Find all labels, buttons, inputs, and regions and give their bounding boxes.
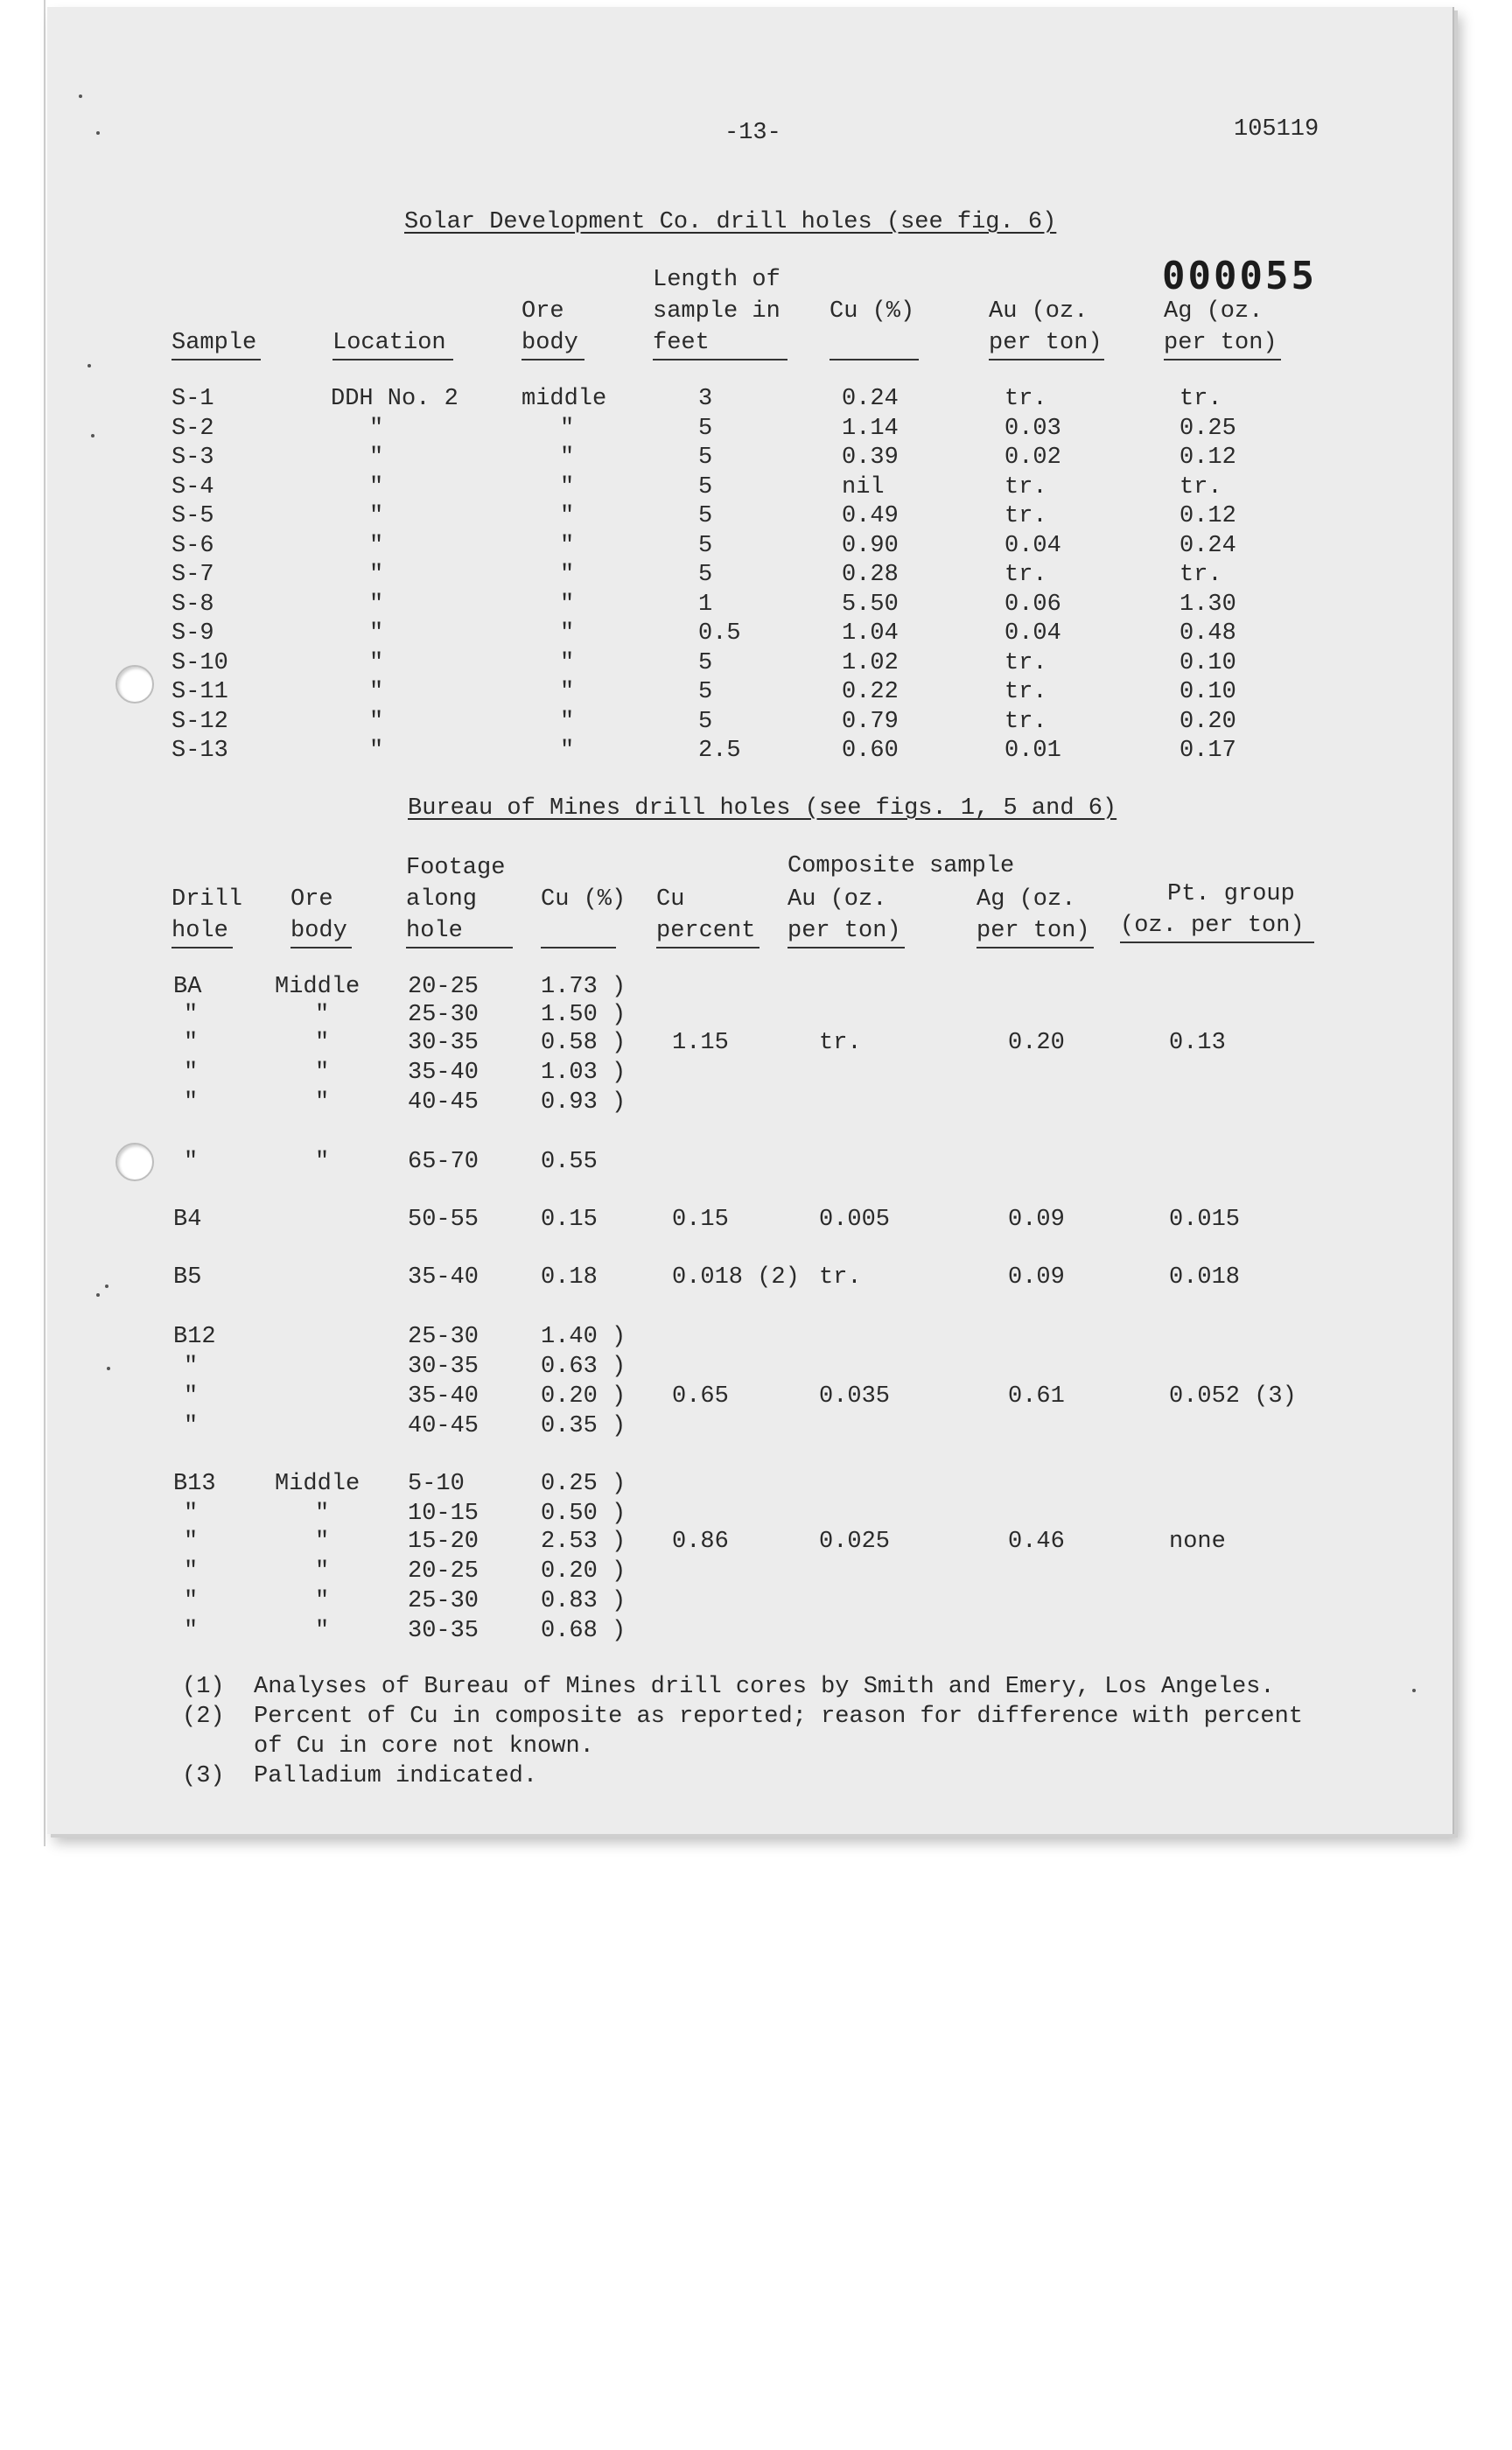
document-number: 105119: [1234, 116, 1320, 143]
cell-cu: 1.14: [842, 415, 899, 442]
bureau-rule-footage: [406, 947, 513, 948]
cell-length: 1: [698, 591, 713, 618]
cell-location: ": [369, 562, 384, 588]
bureau-header-cu-percent-1: Cu: [656, 886, 685, 913]
cell-ore-body: ": [315, 1618, 330, 1644]
cell-location: ": [369, 473, 384, 500]
cell-cu: 1.50 ): [541, 1002, 626, 1028]
scan-speck: [88, 364, 91, 368]
cell-ore-body: ": [315, 1030, 330, 1056]
bureau-rule-drill: [172, 947, 233, 948]
cell-ag: 0.48: [1180, 620, 1236, 647]
cell-ore-body: ": [560, 708, 575, 735]
footnote-text: of Cu in core not known.: [254, 1733, 594, 1760]
footnote-mark: (2): [182, 1704, 225, 1730]
scan-speck: [79, 94, 82, 98]
cell-length: 3: [698, 386, 713, 412]
cell-location: ": [369, 649, 384, 676]
punch-hole-bottom: [116, 1143, 154, 1181]
cell-cu: 0.58 ): [541, 1030, 626, 1056]
scan-speck: [107, 1367, 110, 1370]
solar-header-cu: Cu (%): [830, 298, 915, 325]
footnote-mark: (3): [182, 1763, 225, 1789]
cell-au: 0.02: [1004, 444, 1061, 471]
footnote-text: Palladium indicated.: [254, 1763, 538, 1789]
cell-drill-hole: BA: [173, 974, 202, 1000]
cell-cu: 0.49: [842, 503, 899, 529]
bureau-rule-cu: [541, 947, 616, 948]
cell-drill-hole: ": [184, 1618, 199, 1644]
cell-composite-pt: 0.015: [1169, 1207, 1241, 1233]
cell-length: 5: [698, 473, 713, 500]
cell-ore-body: ": [315, 1149, 330, 1175]
cell-length: 5: [698, 415, 713, 442]
cell-cu: 0.15: [541, 1207, 598, 1233]
cell-drill-hole: B4: [173, 1207, 202, 1233]
solar-header-ag-2: per ton): [1164, 330, 1278, 356]
cell-cu: 0.68 ): [541, 1618, 626, 1644]
cell-drill-hole: B12: [173, 1324, 216, 1350]
cell-cu: 2.53 ): [541, 1529, 626, 1555]
cell-ag: 0.17: [1180, 738, 1236, 764]
solar-header-au-2: per ton): [989, 330, 1102, 356]
solar-header-au-1: Au (oz.: [989, 298, 1088, 325]
cell-footage: 25-30: [408, 1588, 480, 1614]
cell-composite-au: tr.: [819, 1264, 862, 1291]
bates-stamp: 000055: [1162, 254, 1317, 298]
cell-footage: 35-40: [408, 1060, 480, 1086]
cell-composite-au: 0.005: [819, 1207, 891, 1233]
cell-ore-body: middle: [522, 386, 607, 412]
cell-ore-body: ": [560, 415, 575, 442]
cell-drill-hole: ": [184, 1383, 199, 1410]
solar-header-ore-2: body: [522, 330, 578, 356]
bureau-rule-ag: [976, 947, 1094, 948]
cell-ore-body: ": [560, 649, 575, 676]
solar-header-length-1: Length of: [653, 267, 780, 293]
scan-speck: [96, 131, 100, 135]
bureau-header-pt-2: (oz. per ton): [1120, 913, 1305, 939]
cell-cu: 0.60: [842, 738, 899, 764]
cell-location: ": [369, 738, 384, 764]
scan-edge-line: [44, 0, 46, 1846]
cell-ore-body: ": [315, 1501, 330, 1527]
cell-ag: 1.30: [1180, 591, 1236, 618]
solar-header-ag-1: Ag (oz.: [1164, 298, 1264, 325]
cell-footage: 30-35: [408, 1618, 480, 1644]
cell-footage: 10-15: [408, 1501, 480, 1527]
cell-drill-hole: ": [184, 1588, 199, 1614]
cell-footage: 15-20: [408, 1529, 480, 1555]
solar-rule-cu: [830, 359, 919, 360]
cell-sample: S-12: [172, 708, 228, 735]
cell-cu: 1.40 ): [541, 1324, 626, 1350]
cell-location: ": [369, 444, 384, 471]
cell-au: 0.03: [1004, 415, 1061, 442]
cell-sample: S-5: [172, 503, 214, 529]
cell-location: ": [369, 503, 384, 529]
cell-drill-hole: ": [184, 1413, 199, 1439]
cell-drill-hole: ": [184, 1149, 199, 1175]
cell-ore-body: ": [560, 473, 575, 500]
cell-cu: 0.63 ): [541, 1354, 626, 1380]
solar-rule-length: [653, 359, 788, 360]
cell-composite-ag: 0.09: [1008, 1207, 1065, 1233]
cell-drill-hole: ": [184, 1030, 199, 1056]
cell-cu: 0.18: [541, 1264, 598, 1291]
cell-cu: 0.25 ): [541, 1471, 626, 1497]
cell-location: ": [369, 620, 384, 647]
solar-header-length-3: feet: [653, 330, 710, 356]
cell-location: ": [369, 708, 384, 735]
cell-footage: 35-40: [408, 1383, 480, 1410]
cell-cu: 0.20 ): [541, 1383, 626, 1410]
cell-ore-body: ": [315, 1089, 330, 1116]
cell-au: 0.04: [1004, 532, 1061, 559]
cell-cu: 1.02: [842, 649, 899, 676]
bureau-header-ag-1: Ag (oz.: [976, 886, 1076, 913]
cell-drill-hole: ": [184, 1501, 199, 1527]
solar-rule-location: [332, 359, 453, 360]
cell-sample: S-4: [172, 473, 214, 500]
cell-footage: 25-30: [408, 1002, 480, 1028]
cell-length: 5: [698, 532, 713, 559]
cell-drill-hole: B5: [173, 1264, 202, 1291]
cell-sample: S-8: [172, 591, 214, 618]
cell-ore-body: ": [560, 562, 575, 588]
cell-drill-hole: ": [184, 1002, 199, 1028]
bureau-header-footage-1: Footage: [406, 855, 506, 881]
bureau-header-cu: Cu (%): [541, 886, 626, 913]
cell-ore-body: Middle: [275, 974, 360, 1000]
cell-ag: tr.: [1180, 562, 1222, 588]
cell-au: tr.: [1004, 649, 1047, 676]
cell-ag: 0.12: [1180, 503, 1236, 529]
cell-location: DDH No. 2: [331, 386, 458, 412]
solar-section-title: Solar Development Co. drill holes (see fig. 6): [404, 209, 1057, 235]
bureau-header-footage-3: hole: [406, 918, 463, 944]
cell-footage: 30-35: [408, 1354, 480, 1380]
cell-composite-ag: 0.09: [1008, 1264, 1065, 1291]
cell-length: 5: [698, 649, 713, 676]
cell-au: 0.06: [1004, 591, 1061, 618]
cell-length: 2.5: [698, 738, 741, 764]
cell-location: ": [369, 415, 384, 442]
cell-cu: 0.20 ): [541, 1558, 626, 1585]
cell-cu: 1.73 ): [541, 974, 626, 1000]
cell-composite-cu: 0.018 (2): [672, 1264, 800, 1291]
solar-header-ore-1: Ore: [522, 298, 564, 325]
cell-footage: 65-70: [408, 1149, 480, 1175]
solar-header-length-2: sample in: [653, 298, 780, 325]
cell-sample: S-13: [172, 738, 228, 764]
cell-length: 5: [698, 708, 713, 735]
bureau-header-footage-2: along: [406, 886, 478, 913]
bureau-rule-ore: [290, 947, 352, 948]
page-number: -13-: [724, 120, 781, 146]
cell-footage: 40-45: [408, 1413, 480, 1439]
cell-cu: 1.03 ): [541, 1060, 626, 1086]
bureau-header-ore-1: Ore: [290, 886, 333, 913]
cell-cu: 0.35 ): [541, 1413, 626, 1439]
cell-length: 5: [698, 679, 713, 705]
cell-au: tr.: [1004, 708, 1047, 735]
bureau-header-ore-2: body: [290, 918, 347, 944]
cell-sample: S-10: [172, 649, 228, 676]
cell-location: ": [369, 591, 384, 618]
cell-sample: S-9: [172, 620, 214, 647]
cell-cu: 0.55: [541, 1149, 598, 1175]
cell-cu: 0.79: [842, 708, 899, 735]
cell-ore-body: ": [315, 1529, 330, 1555]
cell-cu: 0.39: [842, 444, 899, 471]
cell-au: tr.: [1004, 386, 1047, 412]
cell-drill-hole: ": [184, 1354, 199, 1380]
punch-hole-top: [116, 665, 154, 704]
cell-footage: 20-25: [408, 1558, 480, 1585]
cell-ore-body: ": [315, 1060, 330, 1086]
cell-cu: 0.83 ): [541, 1588, 626, 1614]
cell-composite-ag: 0.61: [1008, 1383, 1065, 1410]
cell-footage: 20-25: [408, 974, 480, 1000]
cell-cu: 0.28: [842, 562, 899, 588]
cell-au: 0.04: [1004, 620, 1061, 647]
cell-footage: 5-10: [408, 1471, 465, 1497]
cell-composite-au: 0.025: [819, 1529, 891, 1555]
cell-au: tr.: [1004, 473, 1047, 500]
cell-ore-body: ": [560, 532, 575, 559]
cell-sample: S-7: [172, 562, 214, 588]
cell-composite-pt: 0.13: [1169, 1030, 1226, 1056]
cell-ag: tr.: [1180, 473, 1222, 500]
cell-cu: nil: [842, 473, 885, 500]
cell-drill-hole: ": [184, 1529, 199, 1555]
cell-sample: S-6: [172, 532, 214, 559]
cell-ore-body: Middle: [275, 1471, 360, 1497]
bureau-section-title: Bureau of Mines drill holes (see figs. 1, 5 and 6): [408, 795, 1117, 822]
bureau-header-pt-1: Pt. group: [1167, 881, 1295, 907]
cell-cu: 0.22: [842, 679, 899, 705]
cell-footage: 25-30: [408, 1324, 480, 1350]
cell-composite-cu: 0.65: [672, 1383, 729, 1410]
cell-au: tr.: [1004, 503, 1047, 529]
cell-composite-au: tr.: [819, 1030, 862, 1056]
cell-ag: 0.24: [1180, 532, 1236, 559]
cell-location: ": [369, 679, 384, 705]
cell-au: tr.: [1004, 562, 1047, 588]
cell-cu: 0.50 ): [541, 1501, 626, 1527]
cell-composite-cu: 0.86: [672, 1529, 729, 1555]
scan-speck: [91, 434, 94, 438]
scan-speck: [96, 1293, 100, 1297]
cell-au: 0.01: [1004, 738, 1061, 764]
cell-sample: S-2: [172, 415, 214, 442]
cell-footage: 35-40: [408, 1264, 480, 1291]
bureau-header-drill-2: hole: [172, 918, 228, 944]
cell-ag: 0.10: [1180, 649, 1236, 676]
cell-sample: S-3: [172, 444, 214, 471]
cell-composite-pt: 0.018: [1169, 1264, 1241, 1291]
cell-ore-body: ": [315, 1002, 330, 1028]
cell-length: 5: [698, 503, 713, 529]
cell-drill-hole: ": [184, 1558, 199, 1585]
cell-ag: 0.20: [1180, 708, 1236, 735]
cell-composite-au: 0.035: [819, 1383, 891, 1410]
cell-length: 5: [698, 444, 713, 471]
bureau-rule-cu-percent: [656, 947, 760, 948]
cell-ore-body: ": [560, 679, 575, 705]
solar-rule-sample: [172, 359, 261, 360]
cell-ore-body: ": [560, 503, 575, 529]
cell-ag: 0.10: [1180, 679, 1236, 705]
footnote-text: Percent of Cu in composite as reported; reason for difference with percent: [254, 1704, 1303, 1730]
cell-footage: 30-35: [408, 1030, 480, 1056]
solar-rule-ag: [1164, 359, 1281, 360]
cell-composite-cu: 0.15: [672, 1207, 729, 1233]
cell-au: tr.: [1004, 679, 1047, 705]
cell-cu: 0.90: [842, 532, 899, 559]
bureau-header-ag-2: per ton): [976, 918, 1090, 944]
cell-ore-body: ": [315, 1588, 330, 1614]
cell-length: 0.5: [698, 620, 741, 647]
solar-rule-ore: [522, 359, 584, 360]
cell-composite-cu: 1.15: [672, 1030, 729, 1056]
cell-drill-hole: ": [184, 1060, 199, 1086]
cell-ore-body: ": [560, 620, 575, 647]
cell-cu: 1.04: [842, 620, 899, 647]
cell-drill-hole: ": [184, 1089, 199, 1116]
cell-composite-pt: none: [1169, 1529, 1226, 1555]
cell-sample: S-11: [172, 679, 228, 705]
cell-ore-body: ": [315, 1558, 330, 1585]
bureau-rule-au: [788, 947, 905, 948]
cell-composite-pt: 0.052 (3): [1169, 1383, 1297, 1410]
solar-header-location: Location: [332, 330, 446, 356]
bureau-header-drill-1: Drill: [172, 886, 243, 913]
scan-speck: [1412, 1689, 1416, 1692]
cell-ag: tr.: [1180, 386, 1222, 412]
cell-cu: 0.24: [842, 386, 899, 412]
cell-ag: 0.12: [1180, 444, 1236, 471]
footnote-text: Analyses of Bureau of Mines drill cores by Smith and Emery, Los Angeles.: [254, 1674, 1275, 1700]
scan-speck: [105, 1284, 108, 1288]
cell-sample: S-1: [172, 386, 214, 412]
bureau-header-au-1: Au (oz.: [788, 886, 887, 913]
cell-cu: 5.50: [842, 591, 899, 618]
cell-ore-body: ": [560, 444, 575, 471]
cell-ag: 0.25: [1180, 415, 1236, 442]
solar-rule-au: [989, 359, 1104, 360]
cell-footage: 40-45: [408, 1089, 480, 1116]
bureau-header-cu-percent-2: percent: [656, 918, 756, 944]
cell-length: 5: [698, 562, 713, 588]
cell-cu: 0.93 ): [541, 1089, 626, 1116]
cell-composite-ag: 0.46: [1008, 1529, 1065, 1555]
cell-footage: 50-55: [408, 1207, 480, 1233]
bureau-header-composite: Composite sample: [788, 853, 1015, 879]
footnote-mark: (1): [182, 1674, 225, 1700]
bureau-rule-pt: [1120, 942, 1314, 943]
cell-location: ": [369, 532, 384, 559]
cell-drill-hole: B13: [173, 1471, 216, 1497]
cell-ore-body: ": [560, 591, 575, 618]
cell-ore-body: ": [560, 738, 575, 764]
cell-composite-ag: 0.20: [1008, 1030, 1065, 1056]
solar-header-sample: Sample: [172, 330, 257, 356]
bureau-header-au-2: per ton): [788, 918, 901, 944]
